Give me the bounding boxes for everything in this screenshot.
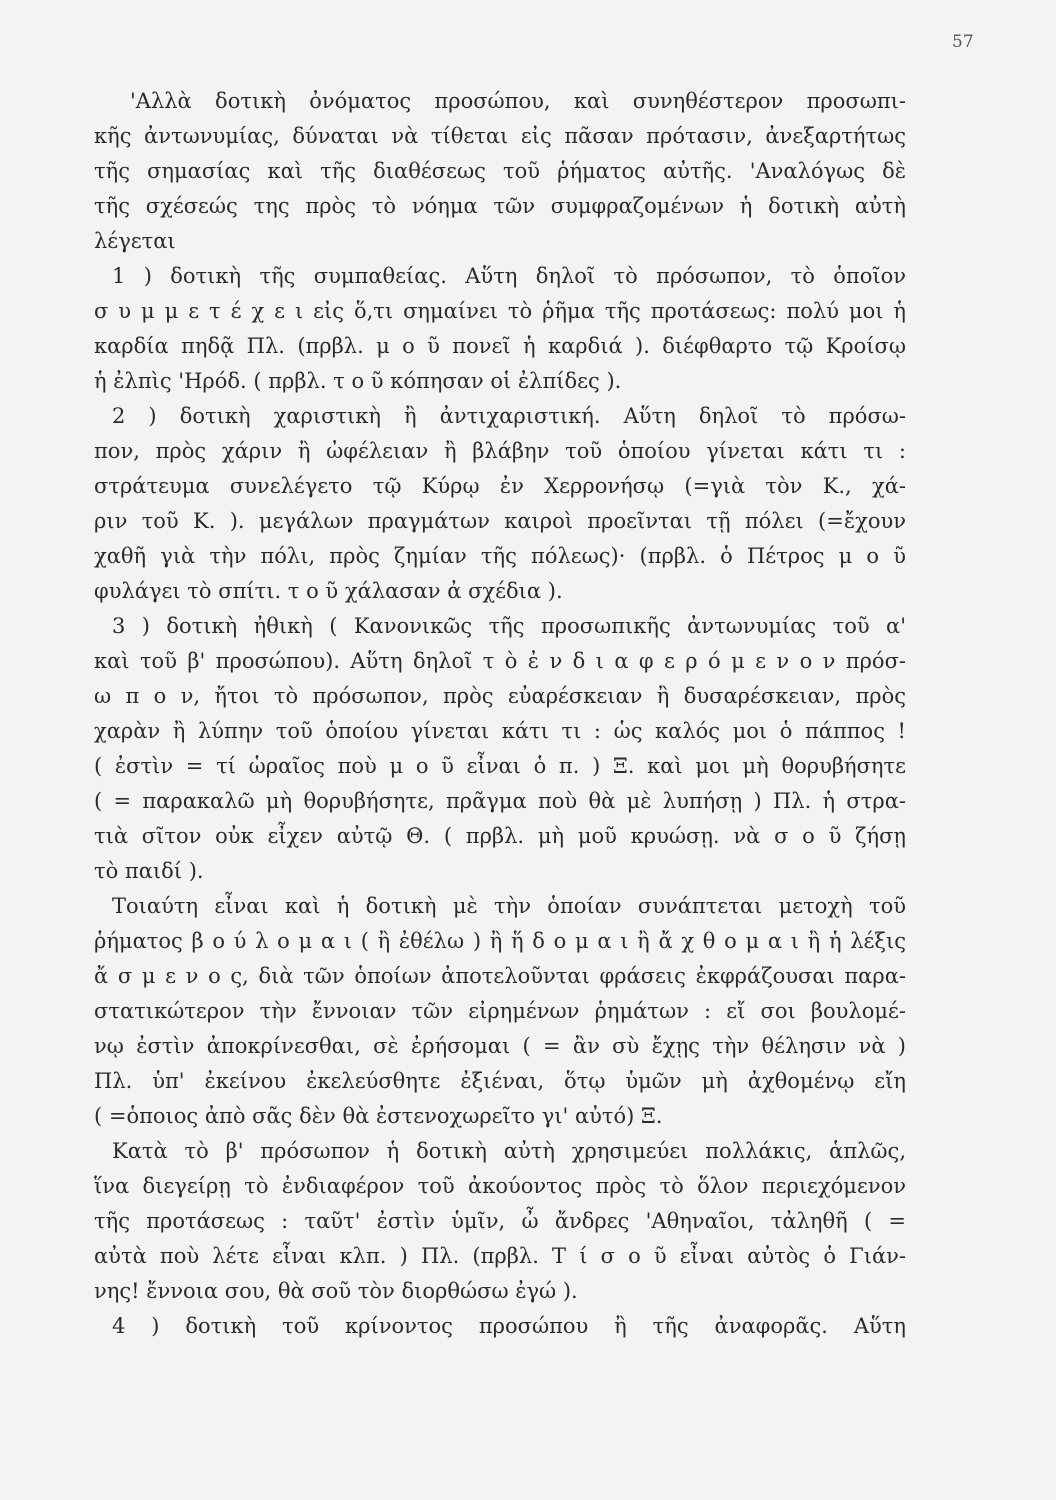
text-line: 4 ) δοτικὴ τοῦ κρίνοντος προσώπου ἢ τῆς ἀναφορᾶς. Αὕτη <box>112 1314 906 1338</box>
text-line: αὐτὰ ποὺ λέτε εἶναι κλπ. ) Πλ. (πρβλ. Τ ί σ ο ῦ εἶναι αὐτὸς ὁ Γιάν- <box>94 1244 906 1268</box>
text-line: τιὰ σῖτον οὐκ εἶχεν αὐτῷ Θ. ( πρβλ. μὴ μοῦ κρυώσῃ. νὰ σ ο ῦ ζήσῃ <box>94 824 906 848</box>
text-line: καὶ τοῦ β' προσώπου). Αὕτη δηλοῖ τ ὸ ἐ ν δ ι α φ ε ρ ό μ ε ν ο ν πρόσ- <box>94 649 906 673</box>
text-line: ἡ ἐλπὶς 'Ηρόδ. ( πρβλ. τ ο ῦ κόπησαν οἱ ἐλπίδες ). <box>94 369 622 393</box>
text-line: τῆς προτάσεως : ταῦτ' ἐστὶν ὑμῖν, ὦ ἄνδρες 'Αθηναῖοι, τἀληθῆ ( = <box>94 1209 906 1233</box>
text-line: τῆς σημασίας καὶ τῆς διαθέσεως τοῦ ῥήματος αὐτῆς. 'Αναλόγως δὲ <box>94 159 906 183</box>
text-line: πον, πρὸς χάριν ἢ ὠφέλειαν ἢ βλάβην τοῦ ὁποίου γίνεται κάτι τι : <box>94 439 906 463</box>
text-line: ω π ο ν, ἤτοι τὸ πρόσωπον, πρὸς εὐαρέσκειαν ἢ δυσαρέσκειαν, πρὸς <box>94 684 906 708</box>
text-line: Πλ. ὑπ' ἐκείνου ἐκελεύσθητε ἐξιέναι, ὅτῳ ὑμῶν μὴ ἀχθομένῳ εἴη <box>94 1069 906 1093</box>
page-number: 57 <box>952 32 974 52</box>
text-line: 1 ) δοτικὴ τῆς συμπαθείας. Αὕτη δηλοῖ τὸ πρόσωπον, τὸ ὁποῖον <box>112 264 906 288</box>
text-line: τὸ παιδί ). <box>94 859 204 883</box>
text-line: φυλάγει τὸ σπίτι. τ ο ῦ χάλασαν ἀ σχέδια ). <box>94 579 563 603</box>
text-line: κῆς ἀντωνυμίας, δύναται νὰ τίθεται εἰς πᾶσαν πρότασιν, ἀνεξαρτήτως <box>94 124 906 148</box>
text-line: ( = παρακαλῶ μὴ θορυβήσητε, πρᾶγμα ποὺ θὰ μὲ λυπήσῃ ) Πλ. ἡ στρα- <box>94 789 906 813</box>
text-line: ( =ὁποιος ἀπὸ σᾶς δὲν θὰ ἐστενοχωρεῖτο γι' αὐτό) Ξ. <box>94 1104 663 1128</box>
text-line: σ υ μ μ ε τ έ χ ε ι εἰς ὅ,τι σημαίνει τὸ ῥῆμα τῆς προτάσεως: πολύ μοι ἡ <box>94 299 906 323</box>
text-line: ῥήματος β ο ύ λ ο μ α ι ( ἢ ἐθέλω ) ἢ ἥ δ ο μ α ι ἢ ἄ χ θ ο μ α ι ἢ ἡ λέξις <box>94 929 906 953</box>
text-line: 3 ) δοτικὴ ἠθικὴ ( Κανονικῶς τῆς προσωπικῆς ἀντωνυμίας τοῦ α' <box>112 614 906 638</box>
text-line: στατικώτερον τὴν ἔννοιαν τῶν εἰρημένων ῥημάτων : εἴ σοι βουλομέ- <box>94 999 906 1023</box>
text-body <box>94 84 906 1344</box>
text-line: στράτευμα συνελέγετο τῷ Κύρῳ ἐν Χερρονήσῳ (=γιὰ τὸν Κ., χά- <box>94 474 906 498</box>
text-line: ἄ σ μ ε ν ο ς, διὰ τῶν ὁποίων ἀποτελοῦνται φράσεις ἐκφράζουσαι παρα- <box>94 964 906 988</box>
text-line: ἵνα διεγείρῃ τὸ ἐνδιαφέρον τοῦ ἀκούοντος πρὸς τὸ ὅλον περιεχόμενον <box>94 1174 906 1198</box>
text-line: χαρὰν ἢ λύπην τοῦ ὁποίου γίνεται κάτι τι : ὡς καλός μοι ὁ πάππος ! <box>94 719 906 743</box>
text-line: λέγεται <box>94 229 176 253</box>
text-line: ( ἐστὶν = τί ὡραῖος ποὺ μ ο ῦ εἶναι ὁ π. ) Ξ. καὶ μοι μὴ θορυβήσητε <box>94 754 906 778</box>
text-line: Τοιαύτη εἶναι καὶ ἡ δοτικὴ μὲ τὴν ὁποίαν συνάπτεται μετοχὴ τοῦ <box>112 894 906 918</box>
text-line: τῆς σχέσεώς της πρὸς τὸ νόημα τῶν συμφραζομένων ἡ δοτικὴ αὐτὴ <box>94 194 906 218</box>
text-line: νης! ἔννοια σου, θὰ σοῦ τὸν διορθώσω ἐγώ ). <box>94 1279 578 1303</box>
text-line: Κατὰ τὸ β' πρόσωπον ἡ δοτικὴ αὐτὴ χρησιμεύει πολλάκις, ἁπλῶς, <box>112 1139 906 1163</box>
text-line: καρδία πηδᾷ Πλ. (πρβλ. μ ο ῦ πονεῖ ἡ καρδιά ). διέφθαρτο τῷ Κροίσῳ <box>94 334 906 358</box>
text-line: ριν τοῦ Κ. ). μεγάλων πραγμάτων καιροὶ προεῖνται τῇ πόλει (=ἔχουν <box>94 509 906 533</box>
text-line: χαθῆ γιὰ τὴν πόλι, πρὸς ζημίαν τῆς πόλεως)· (πρβλ. ὁ Πέτρος μ ο ῦ <box>94 544 906 568</box>
text-line: 'Αλλὰ δοτικὴ ὀνόματος προσώπου, καὶ συνηθέστερον προσωπι- <box>130 89 906 113</box>
text-line: νῳ ἐστὶν ἀποκρίνεσθαι, σὲ ἐρήσομαι ( = ἂν σὺ ἔχῃς τὴν θέλησιν νὰ ) <box>94 1034 906 1058</box>
text-line: 2 ) δοτικὴ χαριστικὴ ἢ ἀντιχαριστική. Αὕτη δηλοῖ τὸ πρόσω- <box>112 404 906 428</box>
